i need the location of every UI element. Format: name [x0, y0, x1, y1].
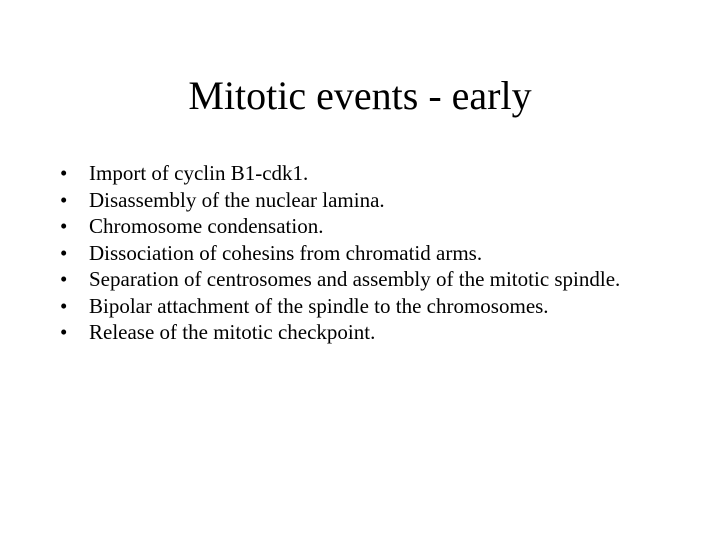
bullet-icon: • [60, 267, 68, 291]
bullet-icon: • [60, 214, 68, 238]
list-item [60, 240, 660, 267]
bullet-text: Chromosome condensation. [89, 214, 324, 238]
bullet-icon: • [60, 293, 68, 318]
list-item [60, 213, 660, 240]
list-item [60, 266, 660, 293]
bullet-text: Disassembly of the nuclear lamina. [89, 187, 385, 212]
list-item [60, 160, 660, 187]
list-item [60, 293, 660, 320]
list-item [60, 187, 660, 214]
bullet-text: Bipolar attachment of the spindle to the chromosomes. [89, 293, 549, 318]
bullet-text: Import of cyclin B1-cdk1. [89, 161, 309, 185]
bullet-list [60, 160, 660, 346]
bullet-icon: • [60, 161, 68, 185]
slide-title: Mitotic events - early [188, 73, 532, 118]
bullet-icon: • [60, 240, 68, 265]
bullet-text: Separation of centrosomes and assembly of the mitotic spindle. [89, 267, 621, 291]
bullet-icon: • [60, 320, 68, 344]
bullet-text: Dissociation of cohesins from chromatid arms. [89, 240, 483, 265]
bullet-icon: • [60, 187, 68, 212]
list-item [60, 319, 660, 346]
bullet-text: Release of the mitotic checkpoint. [89, 320, 376, 344]
